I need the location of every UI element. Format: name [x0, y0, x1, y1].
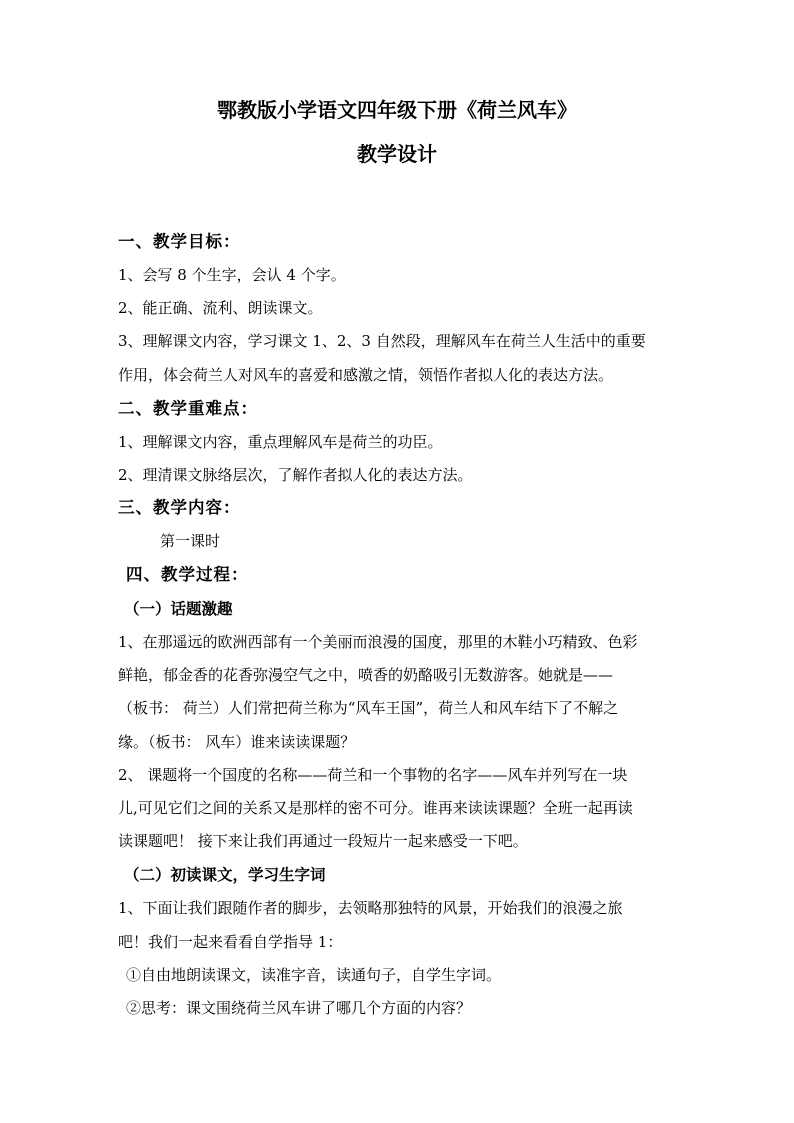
section-heading-objectives: 一、教学目标： — [118, 232, 241, 251]
paragraph-line: 读课题吧！ 接下来让我们再通过一段短片一起来感受一下吧。 — [118, 832, 528, 850]
lesson-period-label: 第一课时 — [160, 532, 221, 550]
paragraph-line: 1、理解课文内容，重点理解风车是荷兰的功臣。 — [118, 433, 443, 451]
paragraph-line: （板书： 荷兰）人们常把荷兰称为“风车王国”，荷兰人和风车结下了不解之 — [118, 699, 619, 717]
list-item: ①自由地朗读课文，读准字音，读通句子，自学生字词。 — [126, 966, 502, 984]
paragraph-line: 2、理清课文脉络层次，了解作者拟人化的表达方法。 — [118, 466, 473, 484]
paragraph-line: 1、下面让我们跟随作者的脚步，去领略那独特的风景，开始我们的浪漫之旅 — [118, 899, 623, 917]
paragraph-line: 儿,可见它们之间的关系又是那样的密不可分。谁再来读读课题？全班一起再读 — [118, 799, 633, 817]
section-heading-key-points: 二、教学重难点： — [118, 399, 258, 418]
paragraph-line: 作用，体会荷兰人对风车的喜爱和感激之情，领悟作者拟人化的表达方法。 — [118, 366, 614, 384]
subsection-heading-intro: （一）话题激趣 — [124, 599, 233, 618]
document-title: 鄂教版小学语文四年级下册《荷兰风车》 — [217, 98, 577, 122]
paragraph-line: 3、理解课文内容，学习课文 1、2、3 自然段，理解风车在荷兰人生活中的重要 — [118, 332, 646, 350]
paragraph-line: 2、 课题将一个国度的名称——荷兰和一个事物的名字——风车并列写在一块 — [118, 766, 628, 784]
paragraph-line: 2、能正确、流利、朗读课文。 — [118, 299, 323, 317]
paragraph-line: 1、在那遥远的欧洲西部有一个美丽而浪漫的国度，那里的木鞋小巧精致、色彩 — [118, 633, 638, 651]
section-heading-content: 三、教学内容： — [118, 498, 241, 517]
paragraph-line: 鲜艳，郁金香的花香弥漫空气之中，喷香的奶酪吸引无数游客。她就是—— — [118, 666, 614, 684]
paragraph-line: 吧！我们一起来看看自学指导 1： — [118, 933, 343, 951]
list-item: ②思考：课文围绕荷兰风车讲了哪几个方面的内容？ — [126, 999, 472, 1017]
paragraph-line: 1、会写 8 个生字，会认 4 个字。 — [118, 266, 346, 284]
section-heading-process: 四、教学过程： — [126, 565, 249, 584]
document-subtitle: 教学设计 — [357, 142, 437, 166]
paragraph-line: 缘。（板书： 风车）谁来读读课题？ — [118, 733, 356, 751]
subsection-heading-first-reading: （二）初读课文，学习生字词 — [124, 865, 326, 884]
